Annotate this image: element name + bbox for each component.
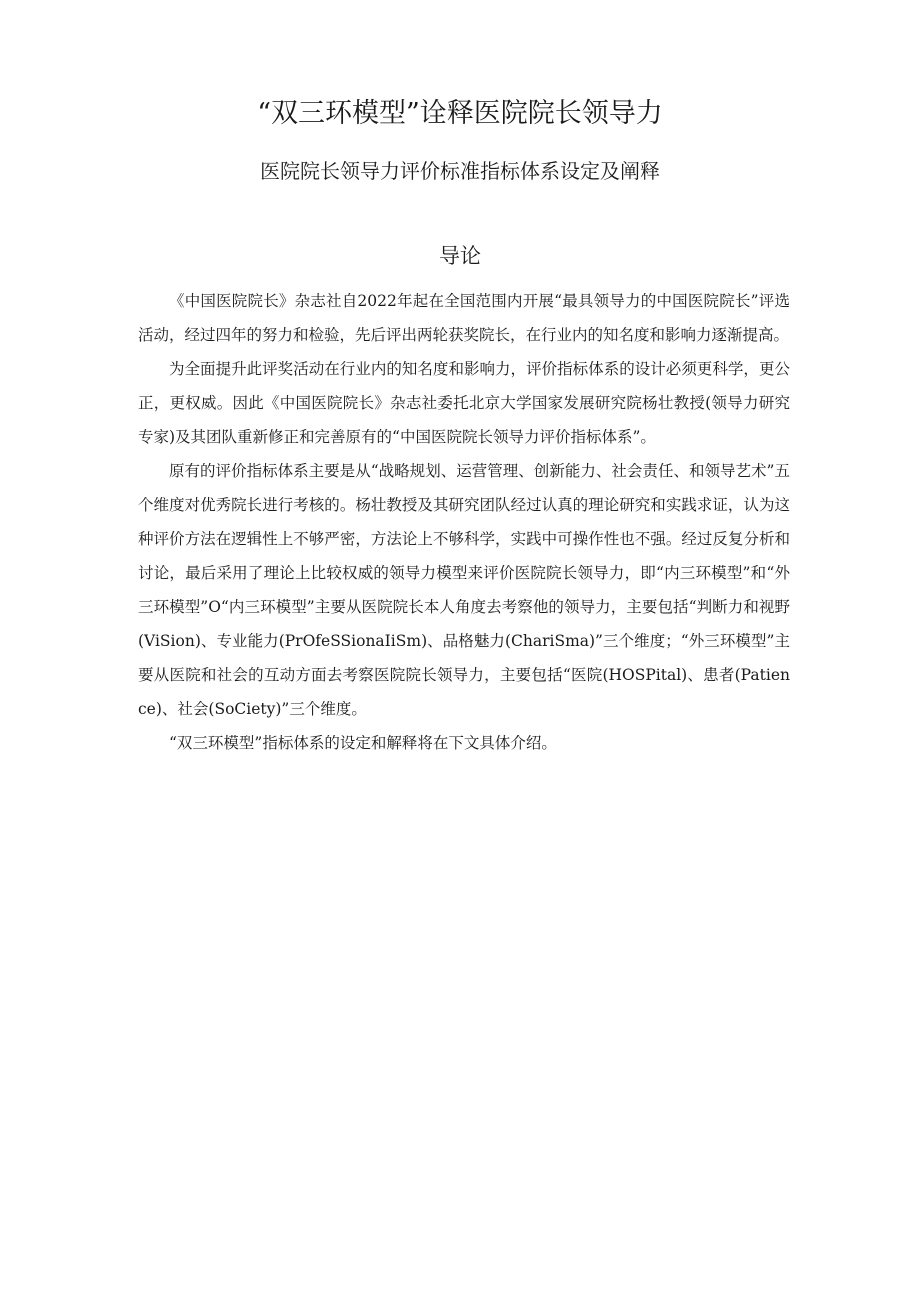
section-heading: 导论	[439, 244, 481, 268]
document-title: “双三环模型”诠释医院院长领导力	[257, 98, 663, 129]
document-body	[138, 284, 790, 760]
document-subtitle: 医院院长领导力评价标准指标体系设定及阐释	[260, 159, 660, 183]
paragraph-2: 为全面提升此评奖活动在行业内的知名度和影响力，评价指标体系的设计必须更科学，更公正，更权威。因此《中国医院院长》杂志社委托北京大学国家发展研究院杨壮教授(领导力研究专家)及其团队重新修正和完善原有的“中国医院院长领导力评价指标体系”。	[138, 360, 790, 446]
paragraph-1: 《中国医院院长》杂志社自2022年起在全国范围内开展“最具领导力的中国医院院长”评选活动，经过四年的努力和检验，先后评出两轮获奖院长，在行业内的知名度和影响力逐渐提高。	[138, 292, 790, 344]
paragraph-3: 原有的评价指标体系主要是从“战略规划、运营管理、创新能力、社会责任、和领导艺术”五个维度对优秀院长进行考核的。杨壮教授及其研究团队经过认真的理论研究和实践求证，认为这种评价方法在逻辑性上不够严密，方法论上不够科学，实践中可操作性也不强。经过反复分析和讨论，最后采用了理论上比较权威的领导力模型来评价医院院长领导力，即“内三环模型”和“外三环模型”O“内三环模型”主要从医院院长本人角度去考察他的领导力，主要包括“判断力和视野(ViSion)、专业能力(PrOfeSSionaIiSm)、品格魅力(ChariSma)”三个维度；“外三环模型”主要从医院和社会的互动方面去考察医院院长领导力，主要包括“医院(HOSPital)、患者(Patience)、社会(SoCiety)”三个维度。	[138, 462, 790, 718]
paragraph-4: “双三环模型”指标体系的设定和解释将在下文具体介绍。	[169, 734, 557, 752]
